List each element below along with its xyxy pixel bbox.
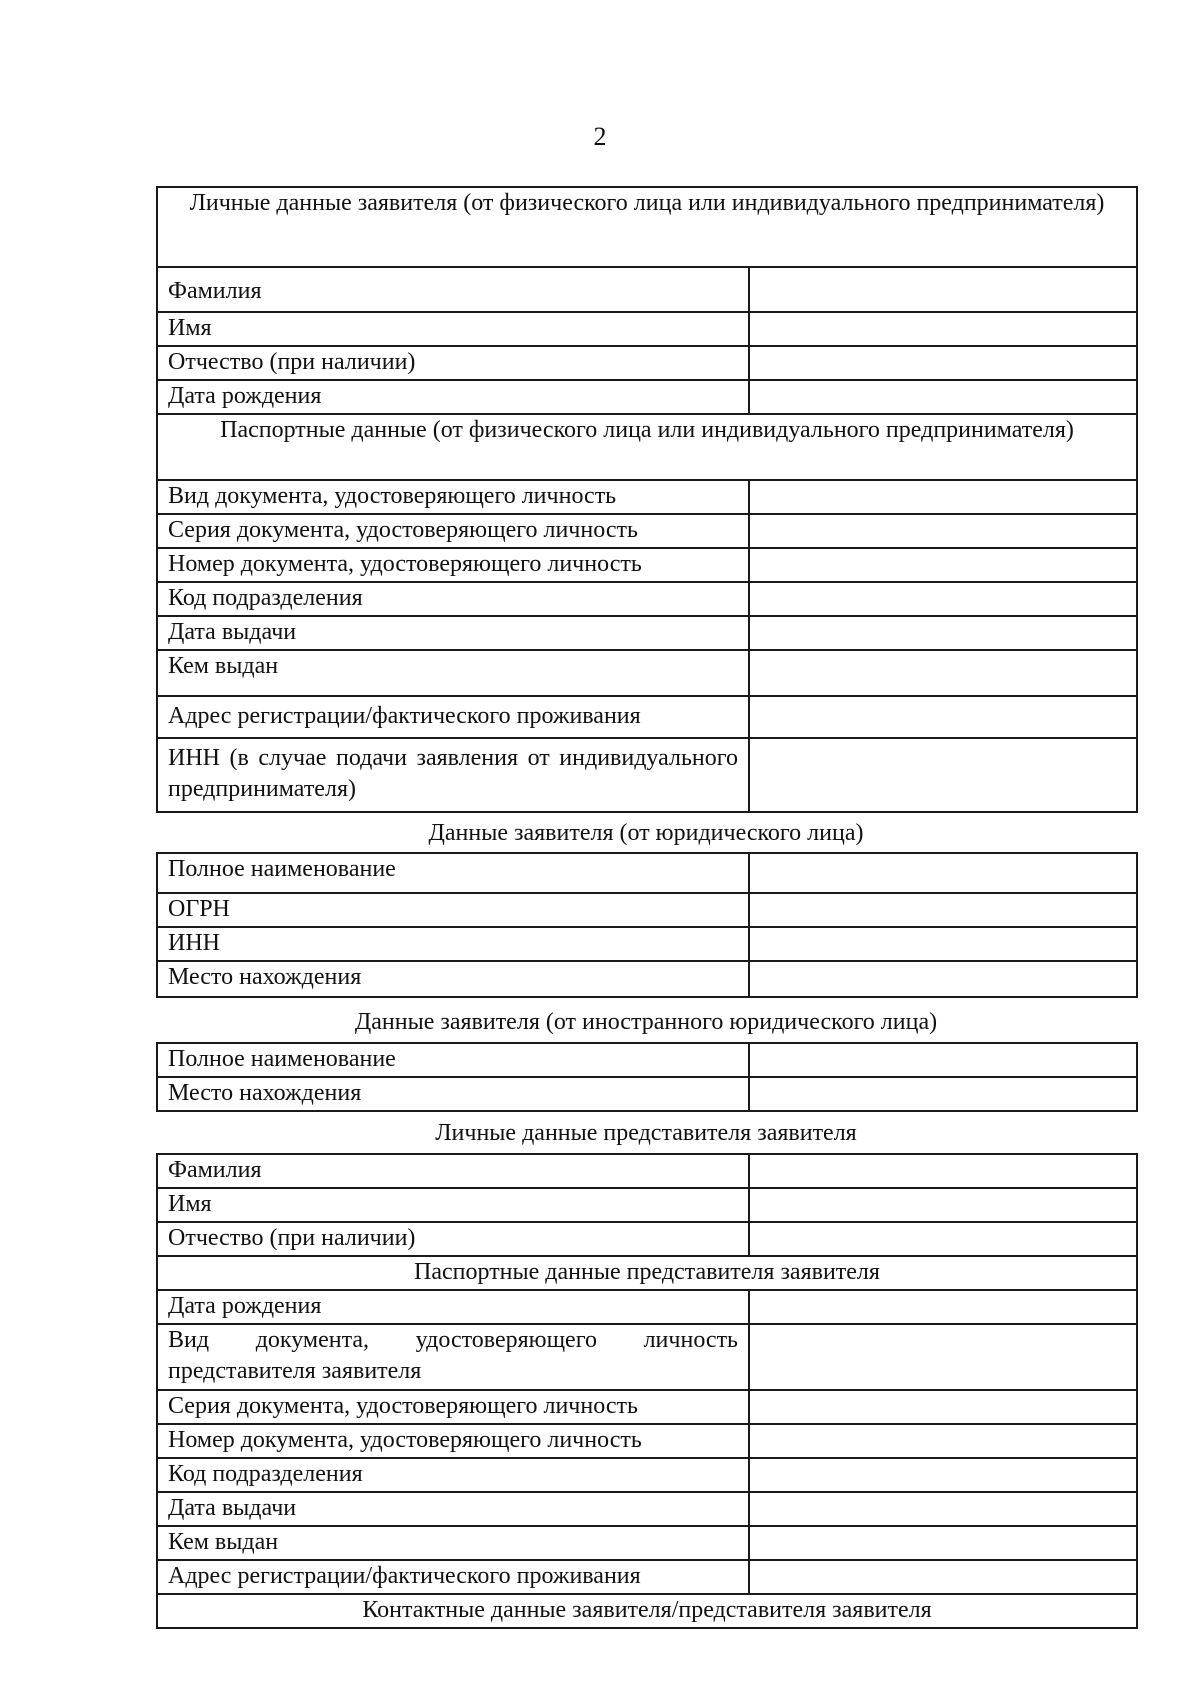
table-row (157, 1290, 1137, 1324)
page-number: 2 (593, 122, 607, 151)
passport-data-header: Паспортные данные (от физического лица или индивидуального предпринимателя) (157, 414, 1137, 480)
rep-issue-date-label: Дата выдачи (157, 1492, 749, 1526)
name-field[interactable] (749, 312, 1137, 346)
rep-doc-number-field[interactable] (749, 1424, 1137, 1458)
table-row (157, 1390, 1137, 1424)
rep-name-field[interactable] (749, 1188, 1137, 1222)
table-row (157, 927, 1137, 961)
table-row (157, 1043, 1137, 1077)
rep-address-field[interactable] (749, 1560, 1137, 1594)
foreign-entity-title: Данные заявителя (от иностранного юридического лица) (354, 1009, 938, 1035)
table-row (157, 346, 1137, 380)
doc-number-label: Номер документа, удостоверяющего личность (157, 548, 749, 582)
rep-patronymic-field[interactable] (749, 1222, 1137, 1256)
rep-doc-type-label: Вид документа, удостоверяющего личность представителя заявителя (157, 1324, 749, 1390)
doc-type-label: Вид документа, удостоверяющего личность (157, 480, 749, 514)
legal-inn-label: ИНН (157, 927, 749, 961)
table-row (157, 514, 1137, 548)
issued-by-field[interactable] (749, 650, 1137, 696)
doc-number-field[interactable] (749, 548, 1137, 582)
table-row (157, 582, 1137, 616)
name-label: Имя (157, 312, 749, 346)
address-label: Адрес регистрации/фактического проживания (157, 696, 749, 738)
individual-data-header: Личные данные заявителя (от физического лица или индивидуального предпринимателя) (157, 187, 1137, 267)
patronymic-label: Отчество (при наличии) (157, 346, 749, 380)
table-row (157, 480, 1137, 514)
rep-issued-by-field[interactable] (749, 1526, 1137, 1560)
table-row (157, 1188, 1137, 1222)
foreign-entity-table (156, 1042, 1138, 1112)
table-row (157, 1222, 1137, 1256)
representative-title: Личные данные представителя заявителя (435, 1120, 857, 1146)
surname-label: Фамилия (157, 267, 749, 312)
table-row (157, 853, 1137, 893)
representative-table (156, 1153, 1138, 1629)
foreign-location-label: Место нахождения (157, 1077, 749, 1111)
table-row (157, 616, 1137, 650)
rep-doc-number-label: Номер документа, удостоверяющего личность (157, 1424, 749, 1458)
table-row (157, 1492, 1137, 1526)
division-code-label: Код подразделения (157, 582, 749, 616)
issued-by-label: Кем выдан (157, 650, 749, 696)
table-row (157, 548, 1137, 582)
issue-date-field[interactable] (749, 616, 1137, 650)
division-code-field[interactable] (749, 582, 1137, 616)
doc-type-field[interactable] (749, 480, 1137, 514)
table-row (157, 1458, 1137, 1492)
foreign-location-field[interactable] (749, 1077, 1137, 1111)
rep-surname-label: Фамилия (157, 1154, 749, 1188)
rep-division-code-field[interactable] (749, 1458, 1137, 1492)
rep-doc-type-field[interactable] (749, 1324, 1137, 1390)
legal-entity-title: Данные заявителя (от юридического лица) (428, 820, 864, 846)
foreign-full-name-field[interactable] (749, 1043, 1137, 1077)
table-row (157, 267, 1137, 312)
birth-date-field[interactable] (749, 380, 1137, 414)
rep-surname-field[interactable] (749, 1154, 1137, 1188)
table-row (157, 1424, 1137, 1458)
individual-applicant-table (156, 186, 1138, 813)
table-row (157, 1154, 1137, 1188)
foreign-full-name-label: Полное наименование (157, 1043, 749, 1077)
ogrn-label: ОГРН (157, 893, 749, 927)
location-label: Место нахождения (157, 961, 749, 997)
surname-field[interactable] (749, 267, 1137, 312)
doc-series-label: Серия документа, удостоверяющего личность (157, 514, 749, 548)
table-row (157, 312, 1137, 346)
rep-passport-header: Паспортные данные представителя заявителя (157, 1256, 1137, 1290)
birth-date-label: Дата рождения (157, 380, 749, 414)
location-field[interactable] (749, 961, 1137, 997)
section-header-row (157, 187, 1137, 267)
full-name-label: Полное наименование (157, 853, 749, 893)
table-row (157, 893, 1137, 927)
rep-issue-date-field[interactable] (749, 1492, 1137, 1526)
table-row (157, 1324, 1137, 1390)
doc-series-field[interactable] (749, 514, 1137, 548)
patronymic-field[interactable] (749, 346, 1137, 380)
inn-label: ИНН (в случае подачи заявления от индивидуального предпринимателя) (157, 738, 749, 812)
rep-division-code-label: Код подразделения (157, 1458, 749, 1492)
inn-field[interactable] (749, 738, 1137, 812)
table-row (157, 738, 1137, 812)
rep-address-label: Адрес регистрации/фактического проживания (157, 1560, 749, 1594)
rep-patronymic-label: Отчество (при наличии) (157, 1222, 749, 1256)
table-row (157, 1077, 1137, 1111)
rep-birth-date-field[interactable] (749, 1290, 1137, 1324)
rep-doc-series-label: Серия документа, удостоверяющего личность (157, 1390, 749, 1424)
table-row (157, 696, 1137, 738)
legal-inn-field[interactable] (749, 927, 1137, 961)
table-row (157, 961, 1137, 997)
table-row (157, 1560, 1137, 1594)
section-header-row (157, 414, 1137, 480)
table-row (157, 1526, 1137, 1560)
issue-date-label: Дата выдачи (157, 616, 749, 650)
rep-doc-series-field[interactable] (749, 1390, 1137, 1424)
full-name-field[interactable] (749, 853, 1137, 893)
section-header-row (157, 1256, 1137, 1290)
contacts-header: Контактные данные заявителя/представителя заявителя (157, 1594, 1137, 1628)
ogrn-field[interactable] (749, 893, 1137, 927)
table-row (157, 650, 1137, 696)
rep-issued-by-label: Кем выдан (157, 1526, 749, 1560)
rep-birth-date-label: Дата рождения (157, 1290, 749, 1324)
legal-entity-table (156, 852, 1138, 998)
table-row (157, 380, 1137, 414)
address-field[interactable] (749, 696, 1137, 738)
section-header-row (157, 1594, 1137, 1628)
rep-name-label: Имя (157, 1188, 749, 1222)
